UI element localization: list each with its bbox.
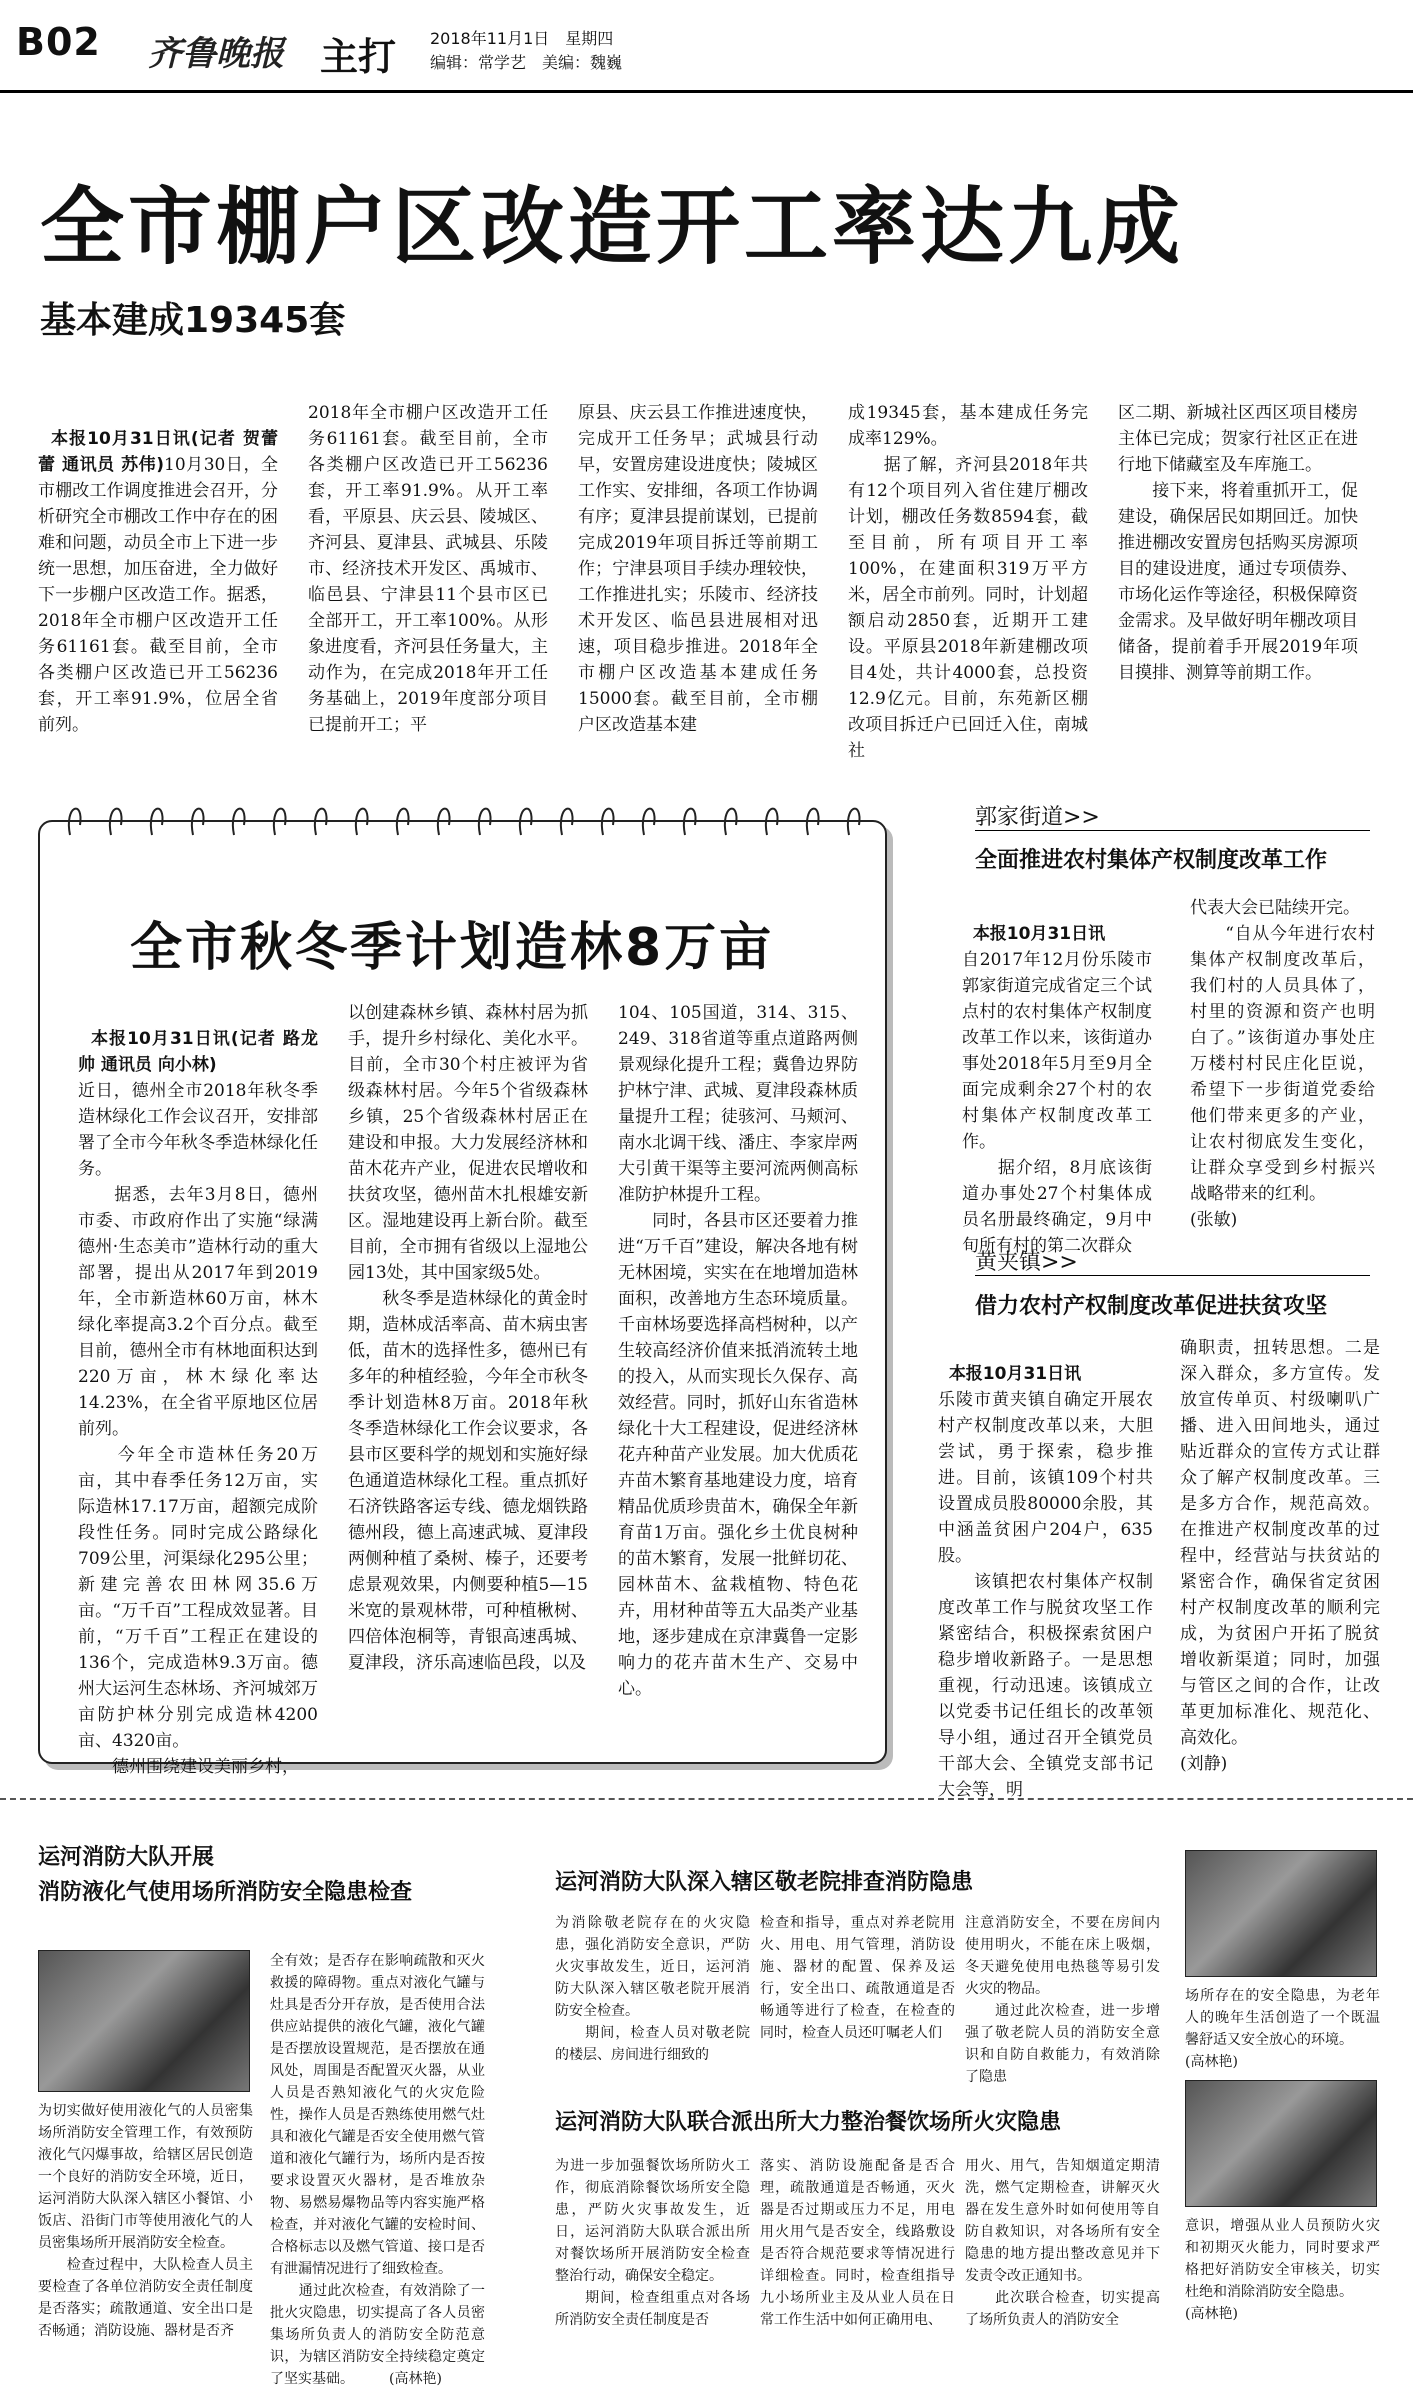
issue-date: 2018年11月1日 星期四 xyxy=(430,29,614,48)
section-divider xyxy=(0,1798,1413,1800)
notebook-ring xyxy=(110,809,122,835)
forest-byline: 本报10月31日讯(记者 路龙帅 通讯员 向小林) xyxy=(78,1029,318,1075)
guojia-kicker: 郭家街道>> xyxy=(975,805,1100,830)
notebook-ring xyxy=(766,809,778,835)
notebook-ring xyxy=(397,809,409,835)
fire1-title-line2: 消防液化气使用场所消防安全隐患检查 xyxy=(38,1880,413,1905)
huangjia-kicker-rule xyxy=(975,1275,1370,1276)
fire1-photo xyxy=(38,1950,250,2092)
fire1-column: 全有效；是否存在影响疏散和灭火救援的障碍物。重点对液化气罐与灶具是否分开存放，是否使用合法供应站提供的液化气罐，液化气罐是否摆放设置规范，是否摆放在通风处，周围是否配置灭火器，从业人员是否熟知液化气的火灾危险性，操作人员是否熟练使用燃气灶具和液化气罐是否安全使用燃气管道和液化气罐行为，场所内是否按要求设置灭火器材，是否堆放杂物、易燃易爆物品等内容实施严格检查，并对液化气罐的安检时间、合格标志以及燃气管道、接口是否有泄漏情况进行了细致检查。 通过此次检查，有效消除了一批火灾隐患，切实提高了各人员密集场所负责人的消防安全防范意识，为辖区消防安全持续稳定奠定了坚实基础。 (高林艳) xyxy=(270,1953,485,2387)
guojia-col-2: 代表大会已陆续开完。 “自从今年进行农村集体产权制度改革后，我们村的人员具体了，村里的资源和资产也明白了。”该街道办事处庄万楼村村民庄化臣说，希望下一步街道党委给他们带来更多的产业，让农村彻底发生变化，让群众享受到乡村振兴战略带来的红利。 (张敏) xyxy=(1190,898,1375,1230)
fire1-title-line1: 运河消防大队开展 xyxy=(38,1845,215,1870)
page-code: B02 xyxy=(16,20,101,64)
fire2-col-1: 为消除敬老院存在的火灾隐患，强化消防安全意识，严防火灾事故发生，近日，运河消防大队深入辖区敬老院开展消防安全检查。 期间，检查人员对敬老院的楼层、房间进行细致的 xyxy=(555,1915,750,2063)
main-article-col-2: 2018年全市棚户区改造开工任务61161套。截至目前，全市各类棚户区改造已开工56236套，开工率91.9%。从开工率看，平原县、庆云县、陵城区、齐河县、夏津县、武城县、乐陵市、经济技术开发区、禹城市、临邑县、宁津县11个县市区已全部开工，开工率100%。从形象进度看，齐河县任务量大，主动作为，在完成2018年开工任务基础上，2019年度部分项目已提前开工；平 xyxy=(308,403,548,735)
guojia-text: 自2017年12月份乐陵市郭家街道完成省定三个试点村的农村集体产权制度改革工作以来，该街道办事处2018年5月至9月全面完成剩余27个村的农村集体产权制度改革工作。 据介绍，8月底该街道办事处27个村集体成员名册最终确定，9月中旬所有村的第二次群众 xyxy=(962,950,1152,1256)
notebook-ring xyxy=(69,809,81,835)
fire3-caption: 意识，增强从业人员预防火灾和初期灭火能力，同时要求严格把好消防安全审核关，切实杜绝和消除消防安全隐患。 (高林艳) xyxy=(1185,2218,1380,2322)
fire3-title: 运河消防大队联合派出所大力整治餐饮场所火灾隐患 xyxy=(555,2110,1062,2135)
fire2-photo xyxy=(1185,1850,1377,1977)
notebook-ring xyxy=(520,809,532,835)
guojia-col-1 xyxy=(962,895,1152,1259)
main-article-col-5: 区二期、新城社区西区项目楼房主体已完成；贺家行社区正在进行地下储藏室及车库施工。 接下来，将着重抓开工，促建设，确保居民如期回迁。加快推进棚改安置房包括购买房源项目的建设进度，通过专项债券、市场化运作等途径，积极保障资金需求。及早做好明年棚改项目储备，提前着手开展2019年项目摸排、测算等前期工作。 xyxy=(1118,403,1358,683)
section-name: 主打 xyxy=(320,35,397,79)
huangjia-col-1 xyxy=(938,1335,1153,1803)
guojia-title: 全面推进农村集体产权制度改革工作 xyxy=(975,848,1328,873)
main-article-col-1 xyxy=(38,400,278,738)
notebook-ring xyxy=(274,809,286,835)
guojia-kicker-rule xyxy=(975,830,1370,831)
huangjia-title: 借力农村产权制度改革促进扶贫攻坚 xyxy=(975,1294,1328,1319)
fire2-col-3: 注意消防安全，不要在房间内使用明火，不能在床上吸烟，冬天避免使用电热毯等易引发火灾的物品。 通过此次检查，进一步增强了敬老院人员的消防安全意识和自防自救能力，有效消除了隐患 xyxy=(965,1915,1160,2085)
main-byline: 本报10月31日讯(记者 贺蕾蕾 通讯员 苏伟) xyxy=(38,429,278,475)
notebook-ring xyxy=(356,809,368,835)
forest-text: 近日，德州全市2018年秋冬季造林绿化工作会议召开，安排部署了全市今年秋冬季造林绿化任务。 据悉，去年3月8日，德州市委、市政府作出了实施“绿满德州·生态美市”造林行动的重大部署，提出从2017年到2019年，全市新造林60万亩，林木绿化率提高3.2个百分点。截至目前，德州全市有林地面积达到220万亩，林木绿化率达14.23%，在全省平原地区位居前列。 今年全市造林任务20万亩，其中春季任务12万亩，实际造林17.17万亩，超额完成阶段性任务。同时完成公路绿化709公里，河渠绿化295公里；新建完善农田林网35.6万亩。“万千百”工程成效显著。目前，“万千百”工程正在建设的136个，完成造林9.3万亩。德州大运河生态林场、齐河城郊万亩防护林分别完成造林4200亩、4320亩。 德州围绕建设美丽乡村， xyxy=(78,1081,318,1777)
main-headline: 全市棚户区改造开工率达九成 xyxy=(40,178,1185,276)
paper-logo: 齐鲁晚报 xyxy=(148,34,284,74)
forest-article-col-2: 以创建森林乡镇、森林村居为抓手，提升乡村绿化、美化水平。目前，全市30个村庄被评为省级森林村居。今年5个省级森林乡镇，25个省级森林村居正在建设和申报。大力发展经济林和苗木花卉产业，促进农民增收和扶贫攻坚，德州苗木扎根雄安新区。湿地建设再上新台阶。截至目前，全市拥有省级以上湿地公园13处，其中国家级5处。 秋冬季是造林绿化的黄金时期，造林成活率高、苗木病虫害低，苗木的选择性多，德州已有多年的种植经验，今年全市秋冬季计划造林8万亩。2018年秋冬季造林绿化工作会议要求，各县市区要科学的规划和实施好绿色通道造林绿化工程。重点抓好石济铁路客运专线、德龙烟铁路德州段，德上高速武城、夏津段两侧种植了桑树、榛子，还要考虑景观效果，内侧要种植5—15米宽的景观林带，可种植楸树、四倍体泡桐等，青银高速禹城、夏津段，济乐高速临邑段，以及 xyxy=(348,1003,588,1673)
main-subheadline: 基本建成19345套 xyxy=(40,300,346,341)
main-text: 10月30日，全市棚改工作调度推进会召开，分析研究全市棚改工作中存在的困难和问题，动员全市上下进一步统一思想，加压奋进，全力做好下一步棚户区改造工作。据悉，2018年全市棚户区改造开工任务61161套。截至目前，全市各类棚户区改造已开工56236套，开工率91.9%，位居全省前列。 xyxy=(38,455,279,735)
notebook-ring xyxy=(192,809,204,835)
forest-article-col-1 xyxy=(78,1000,318,1780)
notebook-ring xyxy=(151,809,163,835)
forest-article-col-3: 104、105国道，314、315、249、318省道等重点道路两侧景观绿化提升工程；冀鲁边界防护林宁津、武城、夏津段森林质量提升工程；徒骇河、马颊河、南水北调干线、潘庄、李家岸两大引黄干渠等主要河流两侧高标准防护林提升工程。 同时，各县市区还要着力推进“万千百”建设，解决各地有树无林困境，实实在在地增加造林面积，改善地方生态环境质量。千亩林场要选择高档树种，以产生较高经济价值来抵消流转土地的投入，从而实现长久保存、高效经营。同时，抓好山东省造林绿化十大工程建设，促进经济林花卉种苗产业发展。加大优质花卉苗木繁育基地建设力度，培育精品优质珍贵苗木，确保全年新育苗1万亩。强化乡土优良树种的苗木繁育，发展一批鲜切花、园林苗木、盆栽植物、特色花卉，用材种苗等五大品类产业基地，逐步建成在京津冀鲁一定影响力的花卉苗木生产、交易中心。 xyxy=(618,1003,858,1699)
notebook-ring xyxy=(643,809,655,835)
fire2-col-2: 检查和指导，重点对养老院用火、用电、用气管理，消防设施、器材的配置、保养及运行，安全出口、疏散通道是否畅通等进行了检查，在检查的同时，检查人员还叮嘱老人们 xyxy=(760,1915,955,2041)
notebook-ring xyxy=(684,809,696,835)
fire3-col-3: 用火、用气，告知烟道定期清洗，燃气定期检查，讲解灭火器在发生意外时如何使用等自防自救知识，对各场所有安全隐患的地方提出整改意见并下发责令改正通知书。 此次联合检查，切实提高了场所负责人的消防安全 xyxy=(965,2158,1160,2328)
main-article-col-3: 原县、庆云县工作推进速度快，完成开工任务早；武城县行动早，安置房建设进度快；陵城区工作实、安排细，各项工作协调有序；夏津县提前谋划，已提前完成2019年项目拆迁等前期工作；宁津县项目手续办理较快，工作推进扎实；乐陵市、经济技术开发区、临邑县进展相对迅速，项目稳步推进。2018年全市棚户区改造基本建成任务15000套。截至目前，全市棚户区改造基本建 xyxy=(578,403,818,735)
fire3-photo xyxy=(1185,2080,1377,2207)
notebook-rings xyxy=(40,795,880,845)
forest-title: 全市秋冬季计划造林8万亩 xyxy=(130,918,775,978)
notebook-ring xyxy=(479,809,491,835)
header-divider xyxy=(0,90,1413,93)
main-article-col-4: 成19345套，基本建成任务完成率129%。 据了解，齐河县2018年共有12个项目列入省住建厅棚改计划，棚改任务数8594套，截至目前，所有项目开工率100%，在建面积319万平方米，居全市前列。同时，计划超额启动2850套，近期开工建设。平原县2018年新建棚改项目4处，共计4000套，总投资12.9亿元。目前，东苑新区棚改项目拆迁户已回迁入住，南城社 xyxy=(848,403,1088,761)
fire3-col-2: 落实、消防设施配备是否合理，疏散通道是否畅通，灭火器是否过期或压力不足，用电用火用气是否安全，线路敷设是否符合规范要求等情况进行详细检查。同时，检查组指导九小场所业主及从业人员在日常工作生活中如何正确用电、 xyxy=(760,2158,955,2328)
editors-credit: 编辑：常学艺 美编：魏巍 xyxy=(430,53,623,72)
ring-group xyxy=(69,809,860,835)
huangjia-byline: 本报10月31日讯 xyxy=(948,1364,1082,1384)
huangjia-text: 乐陵市黄夹镇自确定开展农村产权制度改革以来，大胆尝试，勇于探索，稳步推进。目前，该镇109个村共设置成员股80000余股，其中涵盖贫困户204户，635股。 该镇把农村集体产权制度改革工作与脱贫攻坚工作紧密结合，积极探索贫困户稳步增收新路子。一是思想重视，行动迅速。该镇成立以党委书记任组长的改革领导小组，通过召开全镇党员干部大会、全镇党支部书记大会等，明 xyxy=(938,1390,1153,1800)
notebook-ring xyxy=(807,809,819,835)
huangjia-col-2: 确职责，扭转思想。二是深入群众，多方宣传。发放宣传单页、村级喇叭广播、进入田间地头，通过贴近群众的宣传方式让群众了解产权制度改革。三是多方合作，规范高效。在推进产权制度改革的过程中，经营站与扶贫站的紧密合作，确保省定贫困村产权制度改革的顺利完成，为贫困户开拓了脱贫增收新渠道；同时，加强与管区之间的合作，让改革更加标准化、规范化、高效化。 (刘静) xyxy=(1180,1338,1380,1774)
notebook-ring xyxy=(561,809,573,835)
fire2-caption: 场所存在的安全隐患，为老年人的晚年生活创造了一个既温馨舒适又安全放心的环境。 (高林艳) xyxy=(1185,1988,1380,2070)
fire3-col-1: 为进一步加强餐饮场所防火工作，彻底消除餐饮场所安全隐患，严防火灾事故发生，近日，运河消防大队联合派出所对餐饮场所开展消防安全检查整治行动，确保安全稳定。 期间，检查组重点对各场所消防安全责任制度是否 xyxy=(555,2158,750,2328)
fire2-title: 运河消防大队深入辖区敬老院排查消防隐患 xyxy=(555,1870,974,1895)
guojia-byline: 本报10月31日讯 xyxy=(972,924,1106,944)
notebook-ring xyxy=(233,809,245,835)
notebook-ring xyxy=(725,809,737,835)
notebook-ring xyxy=(602,809,614,835)
huangjia-kicker: 黄夹镇>> xyxy=(975,1250,1078,1275)
notebook-ring xyxy=(848,809,860,835)
notebook-ring xyxy=(315,809,327,835)
notebook-ring xyxy=(438,809,450,835)
fire1-caption: 为切实做好使用液化气的人员密集场所消防安全管理工作，有效预防液化气闪爆事故，给辖区居民创造一个良好的消防安全环境，近日，运河消防大队深入辖区小餐馆、小饭店、沿街门市等使用液化气的人员密集场所开展消防安全检查。 检查过程中，大队检查人员主要检查了各单位消防安全责任制度是否落实；疏散通道、安全出口是否畅通；消防设施、器材是否齐 xyxy=(38,2103,253,2339)
